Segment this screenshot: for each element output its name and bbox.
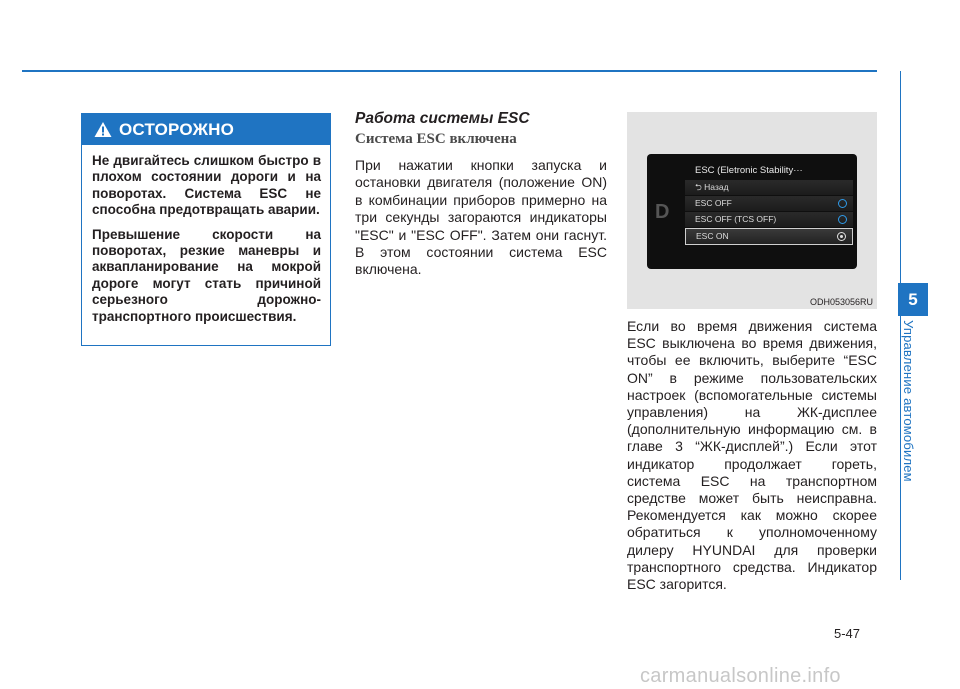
right-paragraph: Если во время движения система ESC выключена во время движения, чтобы ее включить, выберите “ESC ON” в режиме пользовательских настроек (вспомогательные системы управления) на ЖК-дисплее (дополнительную информацию см. в главе 3 “ЖК-дисплей”.) Если этот индикатор продолжает гореть, система ESC на транспортном средстве может быть неисправна. Рекомендуется как можно скорее обратиться к уполномоченному дилеру HYUNDAI для проверки транспортного средства. Индикатор ESC загорится. bbox=[627, 318, 877, 593]
option-label: ESC ON bbox=[696, 231, 729, 241]
esc-menu-title: ESC (Eletronic Stability··· bbox=[695, 165, 803, 176]
section-subheading: Система ESC включена bbox=[355, 131, 517, 147]
top-rule bbox=[22, 70, 877, 72]
menu-option-esc-on bbox=[685, 228, 853, 245]
warning-paragraph: Не двигайтесь слишком быстро в плохом состоянии дороги и на поворотах. Система ESC не способна предотвращать аварии. bbox=[92, 153, 321, 218]
lcd-screen bbox=[647, 154, 857, 269]
section-column bbox=[355, 110, 607, 279]
gear-indicator: D bbox=[655, 201, 670, 223]
menu-option-esc-off bbox=[685, 196, 853, 211]
figure-code: ODH053056RU bbox=[809, 297, 873, 307]
menu-option-esc-off-tcs-off bbox=[685, 212, 853, 227]
cluster-display-figure bbox=[627, 112, 877, 309]
section-paragraph: При нажатии кнопки запуска и остановки двигателя (положение ON) в комбинации приборов примерно на три секунды загораются индикаторы "ESC" и "ESC OFF". Затем они гаснут. В этом состоянии система ESC включена. bbox=[355, 157, 607, 278]
page-number: 5-47 bbox=[834, 626, 861, 641]
option-label: ESC OFF (TCS OFF) bbox=[695, 214, 777, 224]
chapter-title: Управление автомобилем bbox=[901, 320, 916, 482]
warning-box bbox=[81, 113, 331, 346]
radio-icon bbox=[838, 215, 847, 224]
right-column bbox=[627, 318, 877, 593]
section-heading: Работа системы ESC bbox=[355, 110, 530, 127]
chapter-number-tab: 5 bbox=[898, 283, 928, 316]
watermark: carmanualsonline.info bbox=[640, 665, 841, 687]
esc-menu bbox=[685, 162, 853, 246]
option-label: ESC OFF bbox=[695, 198, 732, 208]
warning-body bbox=[82, 145, 330, 325]
warning-paragraph: Превышение скорости на поворотах, резкие маневры и аквапланирование на мокрой дороге могут стать причиной серьезного дорожно-транспортного происшествия. bbox=[92, 226, 321, 324]
warning-title: ОСТОРОЖНО bbox=[119, 119, 235, 139]
radio-selected-icon bbox=[837, 232, 846, 241]
warning-triangle-icon bbox=[94, 121, 112, 138]
radio-icon bbox=[838, 199, 847, 208]
warning-header bbox=[82, 114, 330, 145]
menu-back-item: ⮌ Назад bbox=[685, 180, 853, 195]
